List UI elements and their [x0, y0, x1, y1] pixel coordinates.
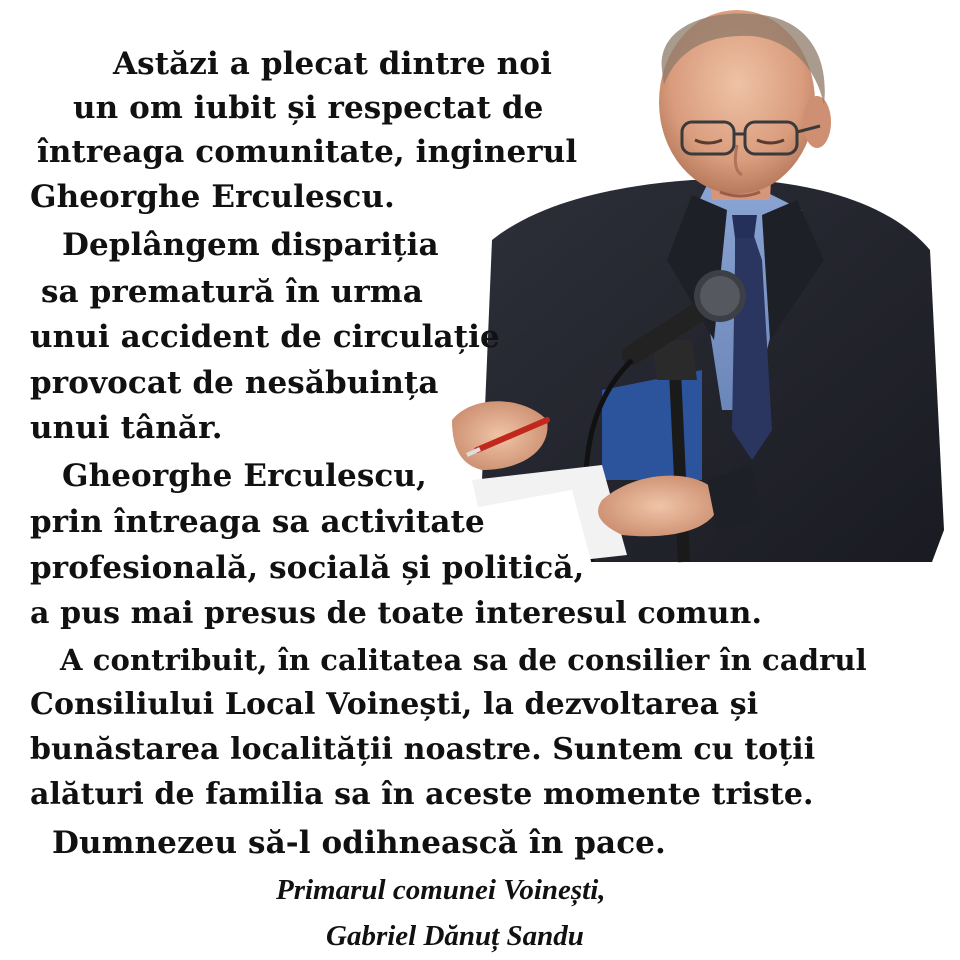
message-line-13: a pus mai presus de toate interesul comun. [30, 596, 763, 631]
message-line-15: Consiliului Local Voinești, la dezvoltarea și [30, 687, 759, 722]
message-line-18: Dumnezeu să-l odihnească în pace. [52, 825, 666, 861]
message-line-3: întreaga comunitate, inginerul [37, 134, 578, 170]
message-line-17: alături de familia sa în aceste momente triste. [30, 777, 814, 812]
message-line-2: un om iubit și respectat de [73, 90, 544, 126]
message-line-14: A contribuit, în calitatea sa de consilier în cadrul [60, 643, 867, 677]
signature-name: Gabriel Dănuț Sandu [326, 920, 584, 952]
message-line-16: bunăstarea localității noastre. Suntem cu toții [30, 732, 816, 767]
message-line-6: sa prematură în urma [41, 274, 423, 310]
message-line-7: unui accident de circulație [30, 319, 500, 355]
message-line-5: Deplângem dispariția [62, 227, 439, 263]
signature-title: Primarul comunei Voinești, [276, 874, 606, 906]
message-line-9: unui tânăr. [30, 410, 223, 446]
message-line-8: provocat de nesăbuința [30, 365, 439, 401]
message-line-1: Astăzi a plecat dintre noi [113, 46, 552, 82]
message-line-12: profesională, socială și politică, [30, 550, 585, 586]
message-line-11: prin întreaga sa activitate [30, 504, 485, 540]
message-line-4: Gheorghe Erculescu. [30, 179, 395, 215]
message-line-10: Gheorghe Erculescu, [62, 458, 427, 494]
